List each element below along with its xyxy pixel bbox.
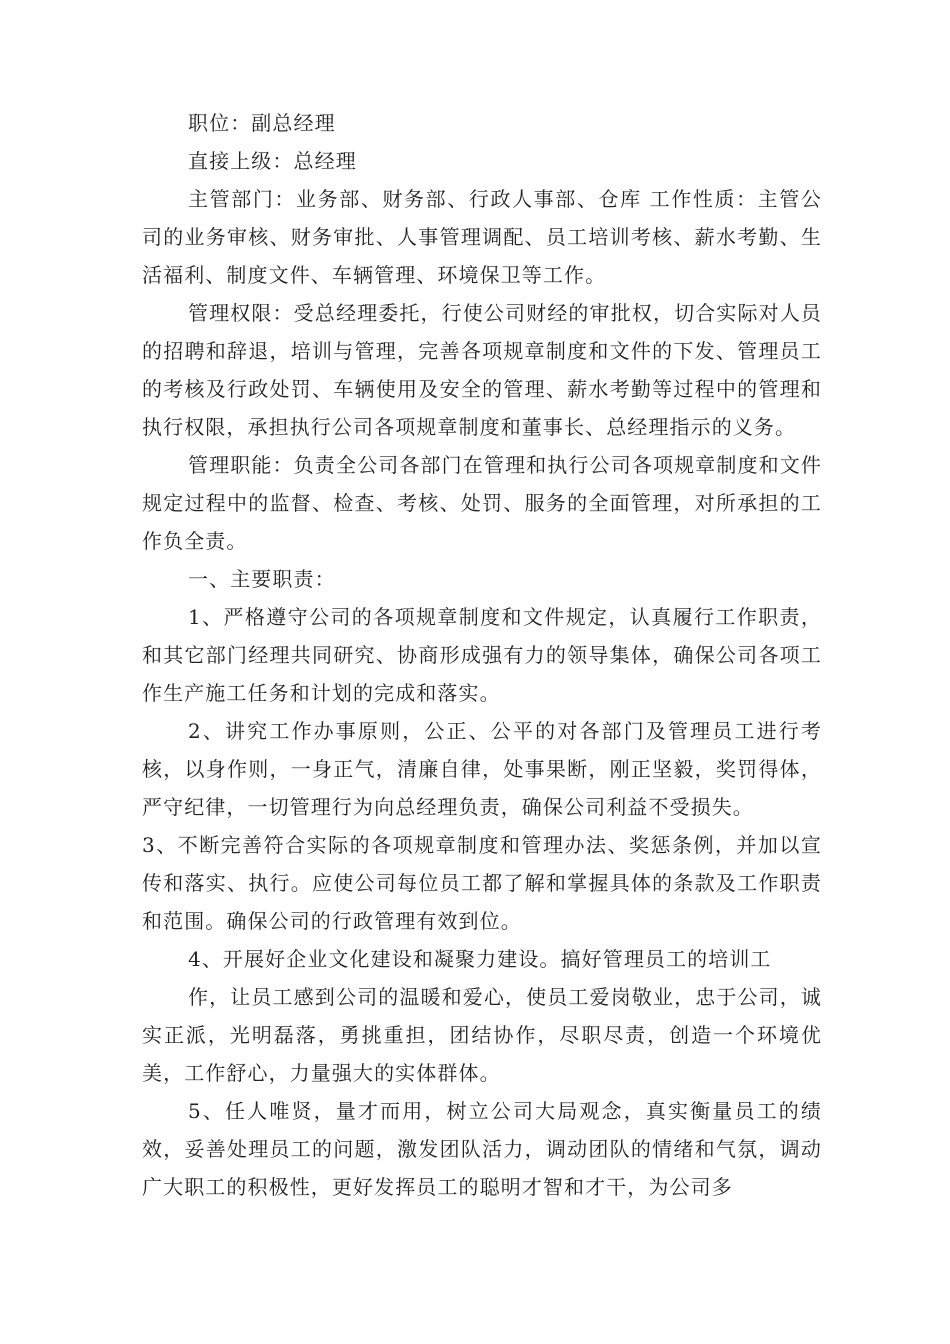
duty-item-3: 3、不断完善符合实际的各项规章制度和管理办法、奖惩条例，并加以宣传和落实、执行。应使公司每位员工都了解和掌握具体的条款及工作职责和范围。确保公司的行政管理有效到位。 <box>142 833 822 933</box>
position-line: 职位：副总经理 <box>188 111 336 135</box>
document-body <box>142 104 822 1206</box>
duty-item-1: 1、严格遵守公司的各项规章制度和文件规定，认真履行工作职责，和其它部门经理共同研究、协商形成强有力的领导集体，确保公司各项工作生产施工任务和计划的完成和落实。 <box>142 605 822 705</box>
departments-paragraph: 主管部门：业务部、财务部、行政人事部、仓库 工作性质：主管公司的业务审核、财务审批、人事管理调配、员工培训考核、薪水考勤、生活福利、制度文件、车辆管理、环境保卫等工作。 <box>142 187 822 287</box>
authority-paragraph: 管理权限：受总经理委托，行使公司财经的审批权，切合实际对人员的招聘和辞退，培训与管理，完善各项规章制度和文件的下发、管理员工的考核及行政处罚、车辆使用及安全的管理、薪水考勤等过程中的管理和执行权限，承担执行公司各项规章制度和董事长、总经理指示的义务。 <box>142 301 822 439</box>
function-paragraph: 管理职能：负责全公司各部门在管理和执行公司各项规章制度和文件规定过程中的监督、检查、考核、处罚、服务的全面管理，对所承担的工作负全责。 <box>142 453 822 553</box>
duty-item-5: 5、任人唯贤，量才而用，树立公司大局观念，真实衡量员工的绩效，妥善处理员工的问题，激发团队活力，调动团队的情绪和气氛，调动广大职工的积极性，更好发挥员工的聪明才智和才干，为公司多 <box>142 1099 822 1199</box>
section-heading: 一、主要职责： <box>188 567 336 591</box>
supervisor-line: 直接上级：总经理 <box>188 149 357 173</box>
duty-item-2: 2、讲究工作办事原则，公正、公平的对各部门及管理员工进行考核，以身作则，一身正气，清廉自律，处事果断，刚正坚毅，奖罚得体，严守纪律，一切管理行为向总经理负责，确保公司利益不受损失。 <box>142 719 822 819</box>
duty-item-4-start: 4、开展好企业文化建设和凝聚力建设。搞好管理员工的培训工 <box>188 947 772 971</box>
duty-item-4-cont: 作，让员工感到公司的温暖和爱心，使员工爱岗敬业，忠于公司，诚实正派，光明磊落，勇挑重担，团结协作，尽职尽责，创造一个环境优美，工作舒心，力量强大的实体群体。 <box>142 985 822 1085</box>
